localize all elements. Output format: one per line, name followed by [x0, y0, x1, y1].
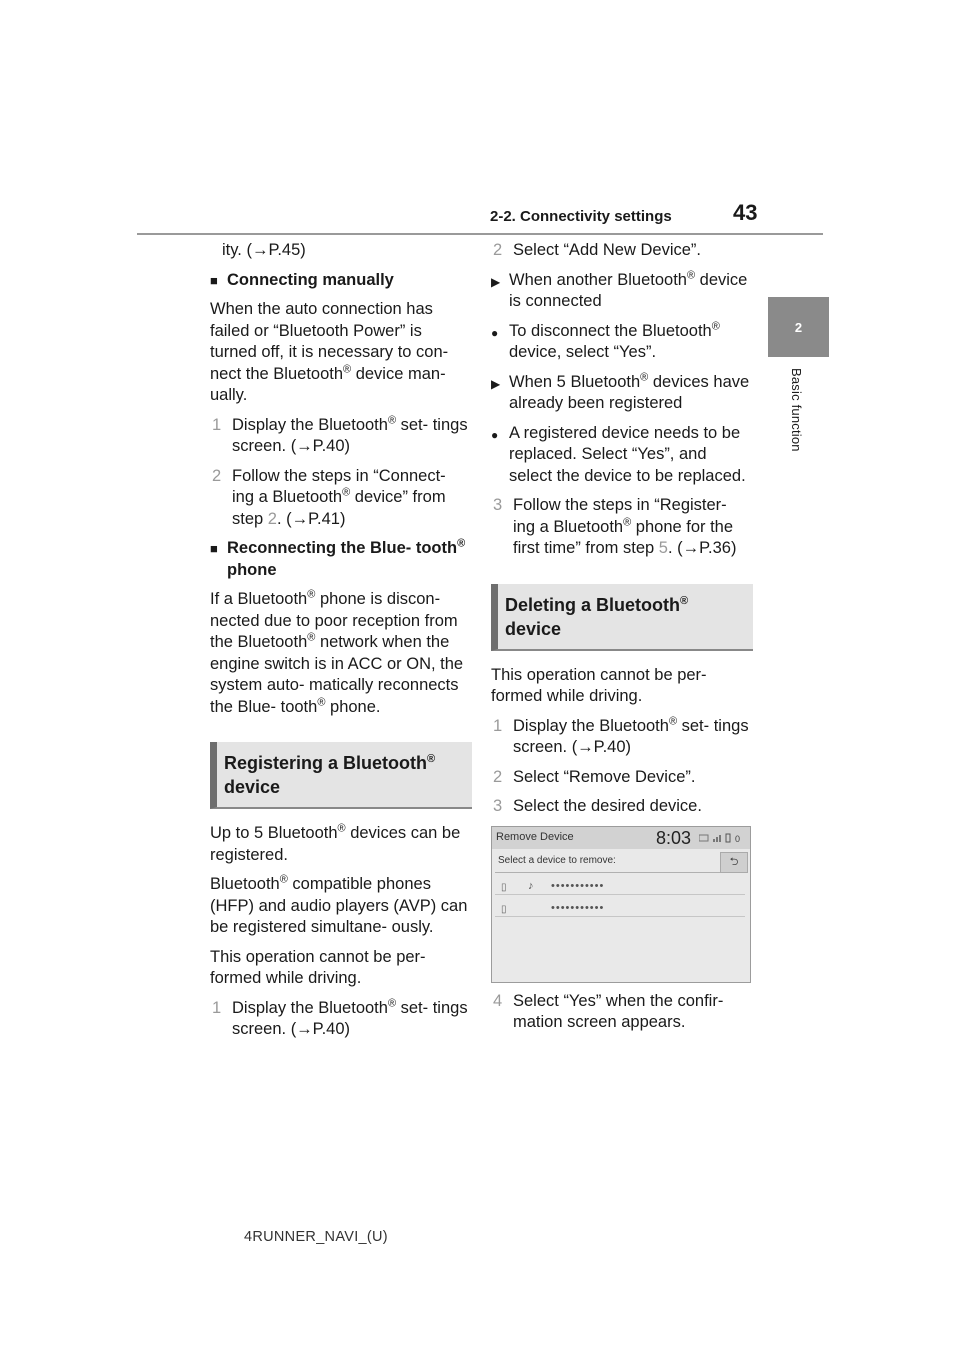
right-column — [491, 240, 753, 1042]
chapter-tab: 2 — [768, 297, 829, 357]
step-2-remove-device: 2 Select “Remove Device”. — [493, 767, 696, 786]
paragraph-reconnect: If a Bluetooth® phone is discon- nected due to poor reception from the Bluetooth® network when the engine switch is in ACC or ON, the system auto- matically reconnects the Blue- tooth® phone. — [210, 588, 464, 716]
screen-title: Remove Device — [496, 830, 574, 843]
bullet-disconnect: ● To disconnect the Bluetooth® device, select “Yes”. — [491, 321, 753, 364]
heading-connecting-manually: ■ Connecting manually — [210, 270, 472, 292]
page-number: 43 — [733, 200, 758, 225]
triangle-bullet-icon: ▶ — [491, 376, 501, 391]
square-bullet-icon: ■ — [210, 272, 218, 288]
section-box-registering: Registering a Bluetooth® device — [210, 742, 472, 809]
svg-text:0: 0 — [735, 833, 741, 843]
left-column — [210, 240, 472, 1049]
screen-back-button[interactable]: ⮌ — [720, 852, 748, 873]
step-3-follow: 3 Follow the steps in “Register- ing a Bluetooth® phone for the first time” from step 5. (→P.36) — [493, 496, 737, 557]
chapter-label: Basic function — [789, 368, 804, 452]
screen-prompt: Select a device to remove: — [495, 852, 720, 873]
continued-text: ity. (→P.45) — [222, 241, 306, 259]
heading-reconnecting: ■ Reconnecting the Blue- tooth® phone — [210, 538, 472, 581]
paragraph-manual: When the auto connection has failed or “Bluetooth Power” is turned off, it is necessary to con- nect the Bluetooth® device man- ually. — [210, 300, 449, 404]
step-2-manual: 2 Follow the steps in “Connect- ing a Bluetooth® device” from step 2. (→P.41) — [212, 466, 446, 528]
phone-icon: ▯ — [501, 881, 507, 893]
status-indicators-icon — [699, 833, 744, 843]
device-row[interactable] — [495, 874, 745, 895]
remove-device-screenshot — [491, 826, 751, 983]
music-note-icon: ♪ — [528, 879, 534, 892]
device-row[interactable] — [495, 896, 745, 917]
paragraph-compatible: Bluetooth® compatible phones (HFP) and audio players (AVP) can be registered simultane- ously. — [210, 873, 468, 936]
paragraph-up-to-5: Up to 5 Bluetooth® devices can be registered. — [210, 822, 461, 864]
device-name: ••••••••••• — [551, 901, 605, 914]
paragraph-no-driving: This operation cannot be per- formed while driving. — [210, 947, 426, 987]
section-title: 2-2. Connectivity settings — [490, 208, 672, 225]
phone-icon: ▯ — [501, 903, 507, 915]
condition-another-connected: ▶ When another Bluetooth® device is connected — [491, 270, 753, 313]
step-1-manual: 1 Display the Bluetooth® set- tings screen. (→P.40) — [212, 414, 468, 455]
step-2-add-device: 2 Select “Add New Device”. — [493, 241, 701, 259]
device-name: ••••••••••• — [551, 879, 605, 892]
square-bullet-icon: ■ — [210, 541, 218, 556]
header-divider — [137, 233, 823, 235]
paragraph-no-driving: This operation cannot be per- formed while driving. — [491, 665, 707, 705]
round-bullet-icon: ● — [491, 325, 499, 340]
step-1-delete: 1 Display the Bluetooth® set- tings screen. (→P.40) — [493, 715, 749, 756]
screen-clock: 8:03 — [656, 827, 692, 848]
section-box-deleting: Deleting a Bluetooth® device — [491, 584, 753, 651]
round-bullet-icon: ● — [491, 427, 499, 442]
manual-code-footer: 4RUNNER_NAVI_(U) — [244, 1229, 388, 1245]
triangle-bullet-icon: ▶ — [491, 274, 501, 289]
condition-five-registered: ▶ When 5 Bluetooth® devices have already been registered — [491, 372, 753, 415]
step-1-register: 1 Display the Bluetooth® set- tings screen. (→P.40) — [212, 997, 468, 1038]
step-3-select-device: 3 Select the desired device. — [493, 797, 702, 815]
bullet-replace: ● A registered device needs to be replaced. Select “Yes”, and select the device to be replaced. — [491, 423, 753, 488]
step-4-confirm: 4 Select “Yes” when the confir- mation screen appears. — [493, 991, 724, 1031]
